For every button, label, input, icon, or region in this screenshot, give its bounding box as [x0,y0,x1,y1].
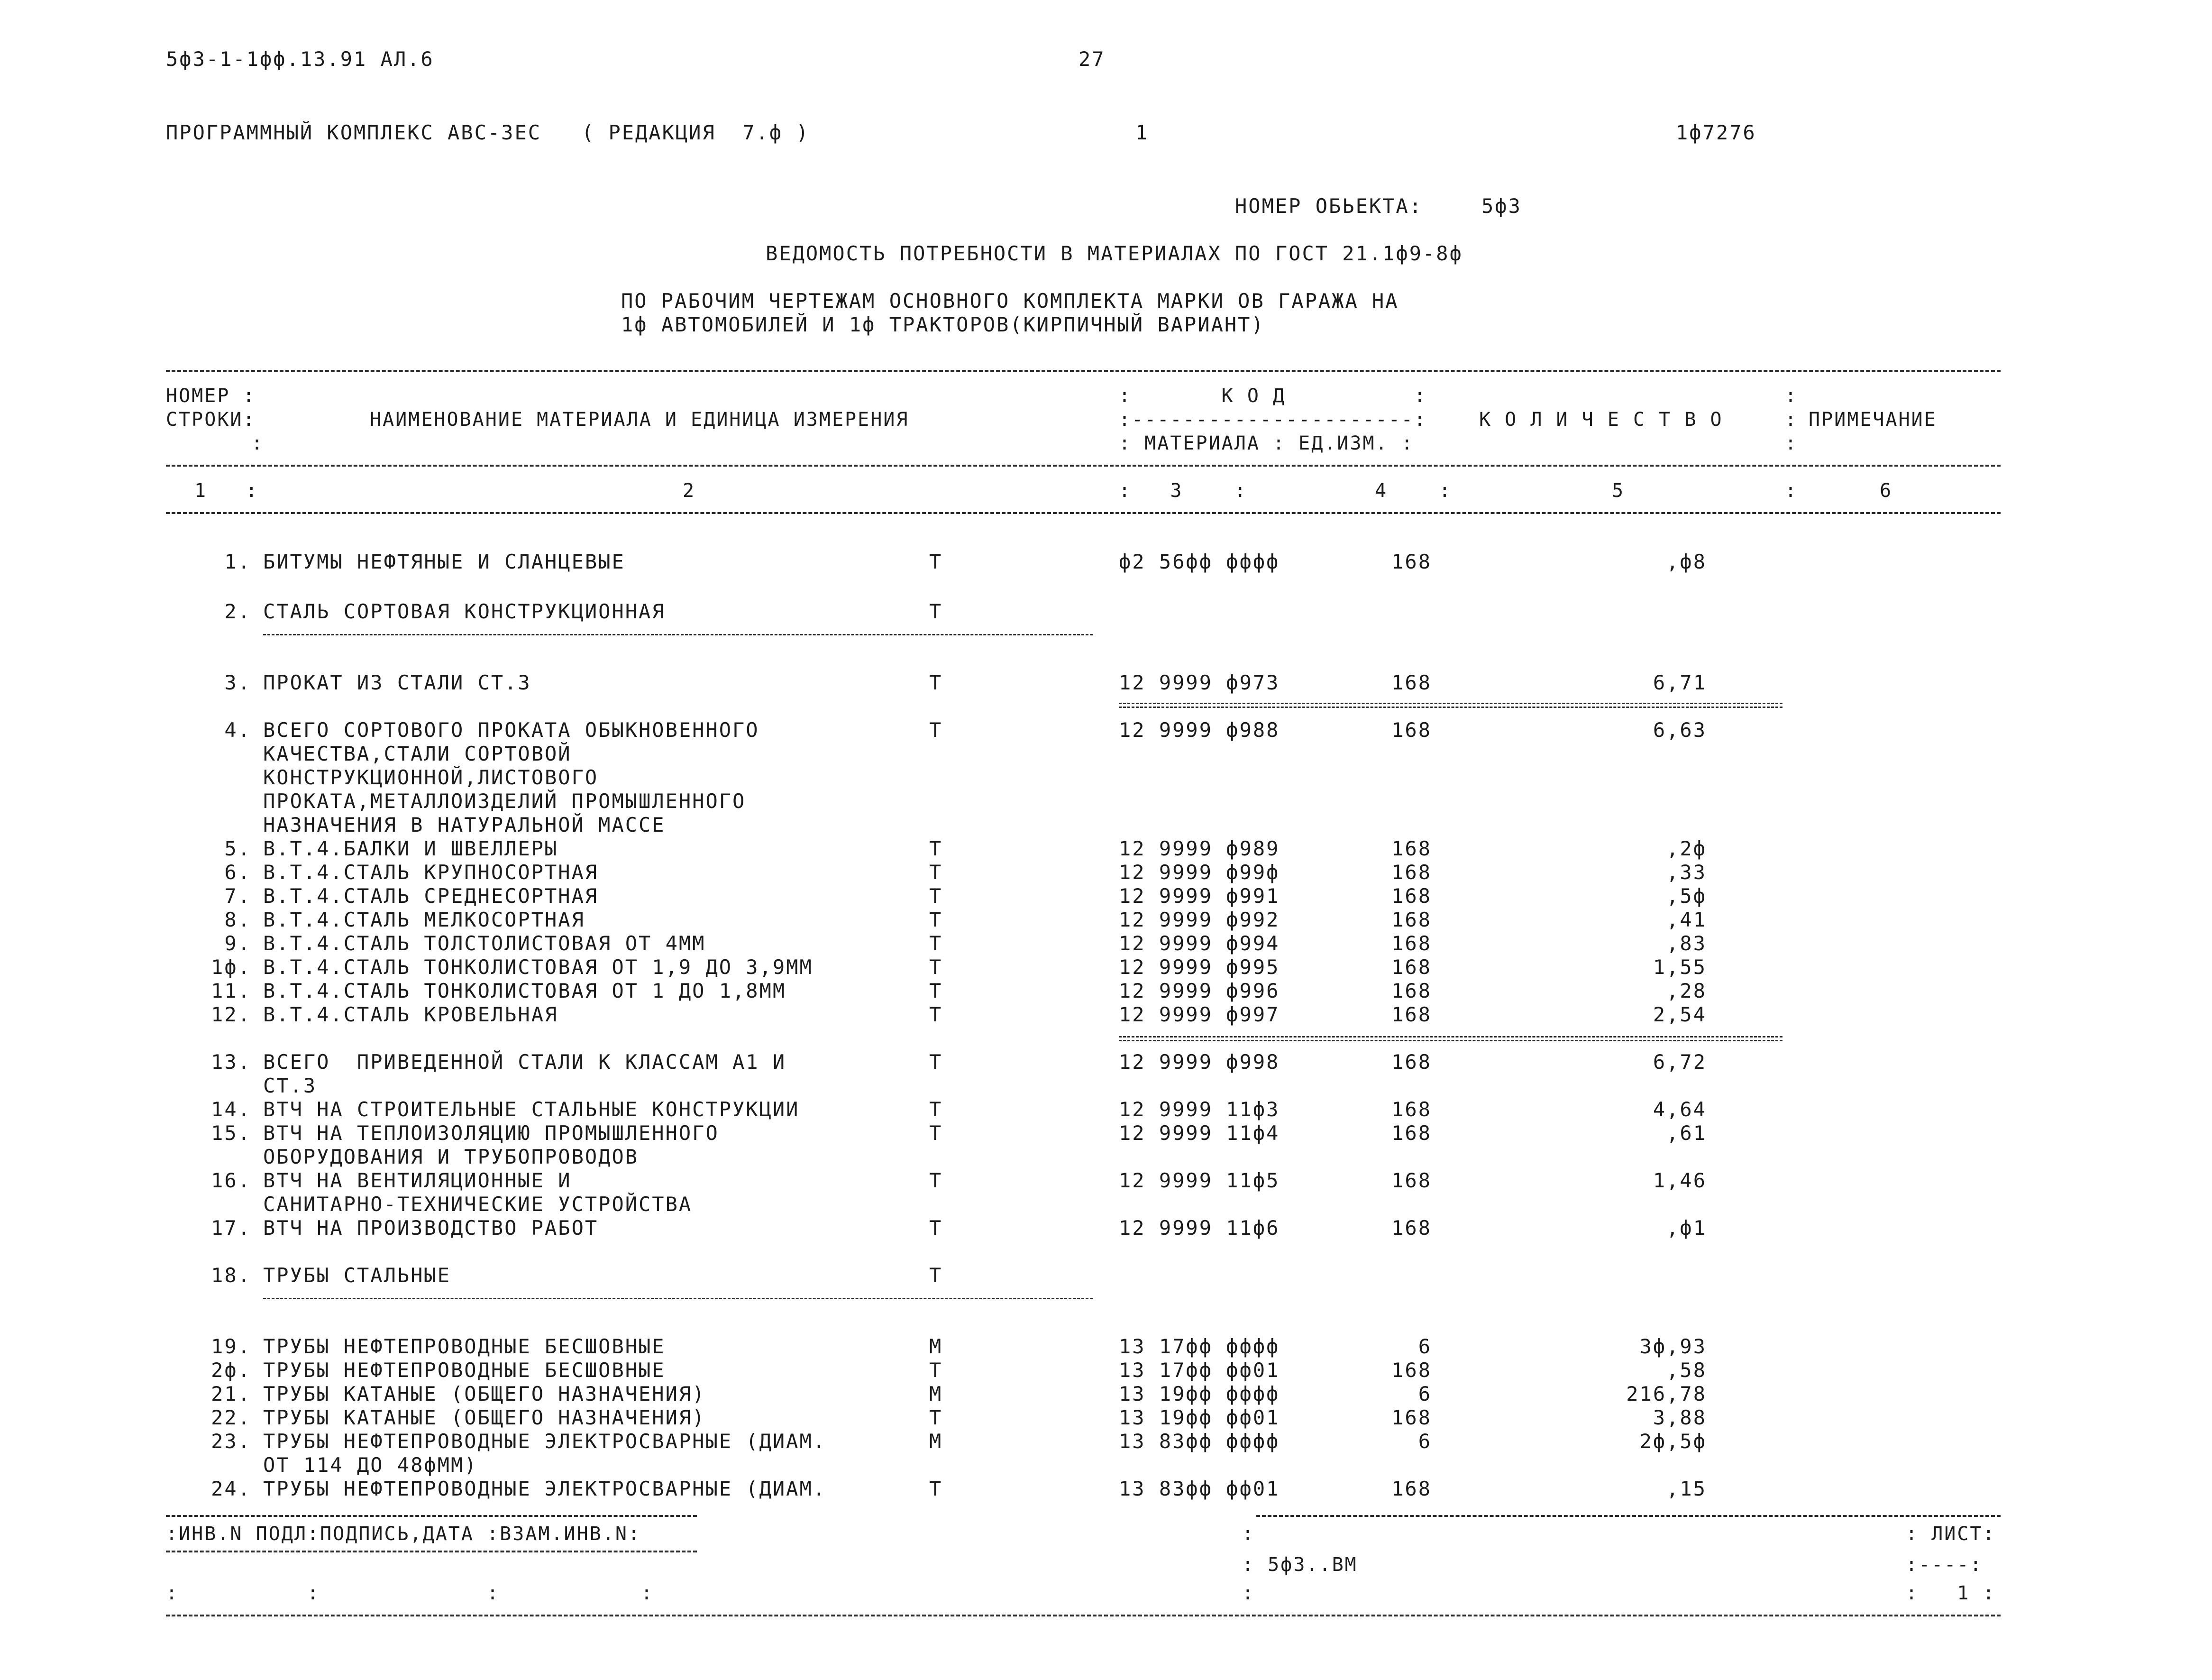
row-material-name: ПРОКАТ ИЗ СТАЛИ СТ.3 [263,671,531,694]
row-material-name: ВТЧ НА СТРОИТЕЛЬНЫЕ СТАЛЬНЫЕ КОНСТРУКЦИИ [263,1098,800,1121]
row-quantity: ,41 [1666,908,1707,931]
program-line: ПРОГРАММНЫЙ КОМПЛЕКС АВС-3ЕС ( РЕДАКЦИЯ 7.ф ) [166,121,810,144]
row-unit: Т [929,550,943,573]
row-material-name: В.Т.4.СТАЛЬ КРУПНОСОРТНАЯ [263,861,599,884]
row-material-code: 13 83фф фф01 [1119,1477,1280,1500]
row-unit: Т [929,1003,943,1026]
row-unit: М [929,1335,943,1358]
row-material-name: ВТЧ НА ВЕНТИЛЯЦИОННЫЕ И САНИТАРНО-ТЕХНИЧЕСКИЕ УСТРОЙСТВА [263,1169,693,1216]
row-unit-code: 168 [1391,908,1432,931]
total-separator-13 [1119,1036,1782,1041]
stamp-mid-rule [166,1551,697,1552]
col-index-5: 5 [1612,480,1625,502]
row-unit-code: 168 [1391,1098,1432,1121]
row-material-name: ВСЕГО ПРИВЕДЕННОЙ СТАЛИ К КЛАССАМ А1 И СТ.3 [263,1050,786,1097]
row-number: 5. [224,837,251,860]
row-unit: М [929,1382,943,1405]
row-number: 7. [224,884,251,908]
row-number: 9. [224,932,251,955]
subtitle-line-2: 1ф АВТОМОБИЛЕЙ И 1ф ТРАКТОРОВ(КИРПИЧНЫЙ ВАРИАНТ) [621,313,1265,336]
row-material-name: ВСЕГО СОРТОВОГО ПРОКАТА ОБЫКНОВЕННОГО КАЧЕСТВА,СТАЛИ СОРТОВОЙ КОНСТРУКЦИОННОЙ,ЛИСТОВОГО ПРОКАТА,МЕТАЛЛОИЗДЕЛИЙ ПРОМЫШЛЕННОГО НАЗНАЧЕНИЯ В НАТУРАЛЬНОЙ МАССЕ [263,718,759,836]
row-unit: Т [929,932,943,955]
sheet-label: : ЛИСТ: [1906,1523,1996,1545]
row-unit: Т [929,1477,943,1500]
program-id: 1ф7276 [1676,121,1756,144]
col-qty-sep-bot: : [1785,432,1798,454]
stamp-top-rule [166,1515,697,1517]
stamp-header: :ИНВ.N ПОДЛ:ПОДПИСЬ,ДАТА :ВЗАМ.ИНВ.N: [166,1523,641,1545]
row-number: 24. [211,1477,251,1500]
row-unit-code: 168 [1391,1003,1432,1026]
row-quantity: 216,78 [1626,1382,1707,1405]
row-quantity: ,28 [1666,979,1707,1002]
row-material-code: 13 83фф фффф [1119,1430,1280,1453]
row-number: 21. [211,1382,251,1405]
col-index-1: 1 : [194,480,259,502]
row-material-code: 12 9999 ф989 [1119,837,1280,860]
row-number: 3. [224,671,251,694]
row-material-code: 12 9999 ф991 [1119,884,1280,908]
row-unit: Т [929,1406,943,1429]
col-num-header-1: НОМЕР : [166,385,256,407]
row-unit-code: 168 [1391,1406,1432,1429]
row-number: 19. [211,1335,251,1358]
row-quantity: 4,64 [1653,1098,1707,1121]
row-quantity: 6,63 [1653,718,1707,742]
row-quantity: ,2ф [1666,837,1707,860]
section-underline-2 [263,634,1093,635]
row-quantity: 1,55 [1653,955,1707,979]
row-material-code: 12 9999 11ф4 [1119,1121,1280,1145]
row-unit: Т [929,837,943,860]
row-quantity: ,58 [1666,1359,1707,1382]
col-index-2: 2 [683,480,696,502]
row-unit: Т [929,1359,943,1382]
row-unit: Т [929,671,943,694]
col-name-header: НАИМЕНОВАНИЕ МАТЕРИАЛА И ЕДИНИЦА ИЗМЕРЕНИЯ [370,409,909,431]
row-unit: М [929,1430,943,1453]
row-unit: Т [929,908,943,931]
row-material-name: В.Т.4.СТАЛЬ КРОВЕЛЬНАЯ [263,1003,558,1026]
col-index-sep: : [1785,480,1798,502]
row-unit-code: 6 [1418,1382,1432,1405]
row-unit-code: 168 [1391,718,1432,742]
row-unit: Т [929,861,943,884]
page-number: 27 [1079,47,1106,71]
row-number: 11. [211,979,251,1002]
row-material-code: 12 9999 ф994 [1119,932,1280,955]
object-value: 5ф3 [1481,194,1522,218]
row-quantity: 6,72 [1653,1050,1707,1074]
row-unit: Т [929,600,943,623]
row-material-name: ТРУБЫ КАТАНЫЕ (ОБЩЕГО НАЗНАЧЕНИЯ) [263,1382,706,1405]
row-material-code: ф2 56фф фффф [1119,550,1280,573]
col-code-header-bot: : МАТЕРИАЛА : ЕД.ИЗМ. : [1119,432,1414,454]
program-page: 1 [1135,121,1149,144]
bottom-rule [166,1615,2001,1616]
row-quantity: 6,71 [1653,671,1707,694]
row-unit-code: 168 [1391,671,1432,694]
row-unit: Т [929,1050,943,1074]
row-material-code: 12 9999 ф99ф [1119,861,1280,884]
sheet-number: : 1 : [1906,1582,1996,1604]
row-unit-code: 168 [1391,1169,1432,1192]
row-unit-code: 168 [1391,837,1432,860]
doc-sep-bot: : [1242,1582,1255,1604]
row-unit-code: 168 [1391,550,1432,573]
col-index-3: : 3 : [1119,480,1247,502]
row-material-code: 13 17фф фф01 [1119,1359,1280,1382]
index-rule [166,512,2001,514]
row-number: 8. [224,908,251,931]
row-number: 1. [224,550,251,573]
row-quantity: ,83 [1666,932,1707,955]
row-quantity: ,ф8 [1666,550,1707,573]
col-index-6: 6 [1880,480,1893,502]
row-unit-code: 168 [1391,861,1432,884]
row-material-code: 12 9999 ф992 [1119,908,1280,931]
row-quantity: 3ф,93 [1639,1335,1707,1358]
col-code-header-top: : К О Д : [1119,385,1427,407]
row-unit: Т [929,1098,943,1121]
row-material-code: 13 17фф фффф [1119,1335,1280,1358]
row-material-code: 12 9999 ф995 [1119,955,1280,979]
document-code: 5ф3-1-1фф.13.91 АЛ.6 [166,47,434,71]
sheet-separator: :----: [1906,1554,1983,1576]
row-number: 2. [224,600,251,623]
row-number: 23. [211,1430,251,1453]
row-unit: Т [929,1121,943,1145]
row-number: 2ф. [211,1359,251,1382]
row-material-name: ТРУБЫ КАТАНЫЕ (ОБЩЕГО НАЗНАЧЕНИЯ) [263,1406,706,1429]
row-number: 1ф. [211,955,251,979]
row-number: 15. [211,1121,251,1145]
row-material-code: 13 19фф фф01 [1119,1406,1280,1429]
stamp-cells: : : : : [166,1582,654,1604]
row-quantity: ,33 [1666,861,1707,884]
row-unit-code: 168 [1391,1477,1432,1500]
row-material-name: В.Т.4.СТАЛЬ СРЕДНЕСОРТНАЯ [263,884,599,908]
row-unit-code: 168 [1391,1359,1432,1382]
row-material-name: БИТУМЫ НЕФТЯНЫЕ И СЛАНЦЕВЫЕ [263,550,625,573]
col-qty-sep-mid: : [1785,409,1798,431]
row-unit-code: 6 [1418,1430,1432,1453]
col-note-header: ПРИМЕЧАНИЕ [1809,409,1937,431]
doc-sep-top: : [1242,1523,1255,1545]
section-underline-18 [263,1298,1093,1299]
col-num-header-2: СТРОКИ: [166,409,256,431]
col-index-4: 4 : [1375,480,1452,502]
row-number: 14. [211,1098,251,1121]
row-unit-code: 6 [1418,1335,1432,1358]
row-unit-code: 168 [1391,1216,1432,1239]
row-unit: Т [929,884,943,908]
row-number: 6. [224,861,251,884]
row-number: 22. [211,1406,251,1429]
row-unit-code: 168 [1391,955,1432,979]
row-material-name: ТРУБЫ НЕФТЕПРОВОДНЫЕ БЕСШОВНЫЕ [263,1335,666,1358]
row-number: 17. [211,1216,251,1239]
row-quantity: 1,46 [1653,1169,1707,1192]
row-unit-code: 168 [1391,1121,1432,1145]
row-material-name: ТРУБЫ СТАЛЬНЫЕ [263,1264,451,1287]
row-number: 12. [211,1003,251,1026]
row-quantity: ,61 [1666,1121,1707,1145]
row-material-name: В.Т.4.СТАЛЬ ТОЛСТОЛИСТОВАЯ ОТ 4ММ [263,932,706,955]
row-unit: Т [929,955,943,979]
row-quantity: ,5ф [1666,884,1707,908]
row-material-code: 13 19фф фффф [1119,1382,1280,1405]
row-material-name: ВТЧ НА ТЕПЛОИЗОЛЯЦИЮ ПРОМЫШЛЕННОГО ОБОРУДОВАНИЯ И ТРУБОПРОВОДОВ [263,1121,719,1168]
row-unit: Т [929,979,943,1002]
row-number: 18. [211,1264,251,1287]
row-quantity: ,15 [1666,1477,1707,1500]
col-num-header-3: : [251,432,265,454]
row-quantity: 2ф,5ф [1639,1430,1707,1453]
row-material-name: СТАЛЬ СОРТОВАЯ КОНСТРУКЦИОННАЯ [263,600,666,623]
row-material-code: 12 9999 ф988 [1119,718,1280,742]
row-unit: Т [929,1169,943,1192]
row-unit: Т [929,718,943,742]
row-unit-code: 168 [1391,979,1432,1002]
row-quantity: 2,54 [1653,1003,1707,1026]
row-material-name: ТРУБЫ НЕФТЕПРОВОДНЫЕ БЕСШОВНЫЕ [263,1359,666,1382]
row-material-code: 12 9999 11ф5 [1119,1169,1280,1192]
col-code-header-mid: :----------------------: [1119,409,1427,431]
row-material-name: ВТЧ НА ПРОИЗВОДСТВО РАБОТ [263,1216,599,1239]
doc-code: : 5ф3..ВМ [1242,1554,1358,1576]
row-number: 16. [211,1169,251,1192]
row-material-name: В.Т.4.СТАЛЬ ТОНКОЛИСТОВАЯ ОТ 1,9 ДО 3,9ММ [263,955,813,979]
col-qty-sep-top: : [1785,385,1798,407]
row-material-code: 12 9999 ф998 [1119,1050,1280,1074]
col-qty-header: К О Л И Ч Е С Т В О [1479,409,1723,431]
row-material-code: 12 9999 11ф6 [1119,1216,1280,1239]
row-quantity: 3,88 [1653,1406,1707,1429]
row-quantity: ,ф1 [1666,1216,1707,1239]
header-rule [166,465,2001,467]
row-unit: Т [929,1216,943,1239]
row-material-code: 12 9999 11ф3 [1119,1098,1280,1121]
row-material-name: ТРУБЫ НЕФТЕПРОВОДНЫЕ ЭЛЕКТРОСВАРНЫЕ (ДИАМ. [263,1477,827,1500]
row-material-name: В.Т.4.СТАЛЬ ТОНКОЛИСТОВАЯ ОТ 1 ДО 1,8ММ [263,979,786,1002]
row-material-name: В.Т.4.СТАЛЬ МЕЛКОСОРТНАЯ [263,908,585,931]
row-material-code: 12 9999 ф973 [1119,671,1280,694]
row-number: 4. [224,718,251,742]
doc-top-rule [1256,1515,2001,1517]
row-material-name: ТРУБЫ НЕФТЕПРОВОДНЫЕ ЭЛЕКТРОСВАРНЫЕ (ДИАМ. ОТ 114 ДО 48фММ) [263,1430,827,1477]
object-label: НОМЕР ОБЬЕКТА: [1235,194,1423,218]
row-material-code: 12 9999 ф996 [1119,979,1280,1002]
row-unit: Т [929,1264,943,1287]
row-material-code: 12 9999 ф997 [1119,1003,1280,1026]
row-unit-code: 168 [1391,1050,1432,1074]
total-separator-4 [1119,703,1782,708]
page-title: ВЕДОМОСТЬ ПОТРЕБНОСТИ В МАТЕРИАЛАХ ПО ГОСТ 21.1ф9-8ф [766,242,1463,265]
subtitle-line-1: ПО РАБОЧИМ ЧЕРТЕЖАМ ОСНОВНОГО КОМПЛЕКТА МАРКИ ОВ ГАРАЖА НА [621,289,1399,312]
row-unit-code: 168 [1391,932,1432,955]
row-number: 13. [211,1050,251,1074]
row-material-name: В.Т.4.БАЛКИ И ШВЕЛЛЕРЫ [263,837,558,860]
row-unit-code: 168 [1391,884,1432,908]
table-top-rule [166,370,2001,372]
